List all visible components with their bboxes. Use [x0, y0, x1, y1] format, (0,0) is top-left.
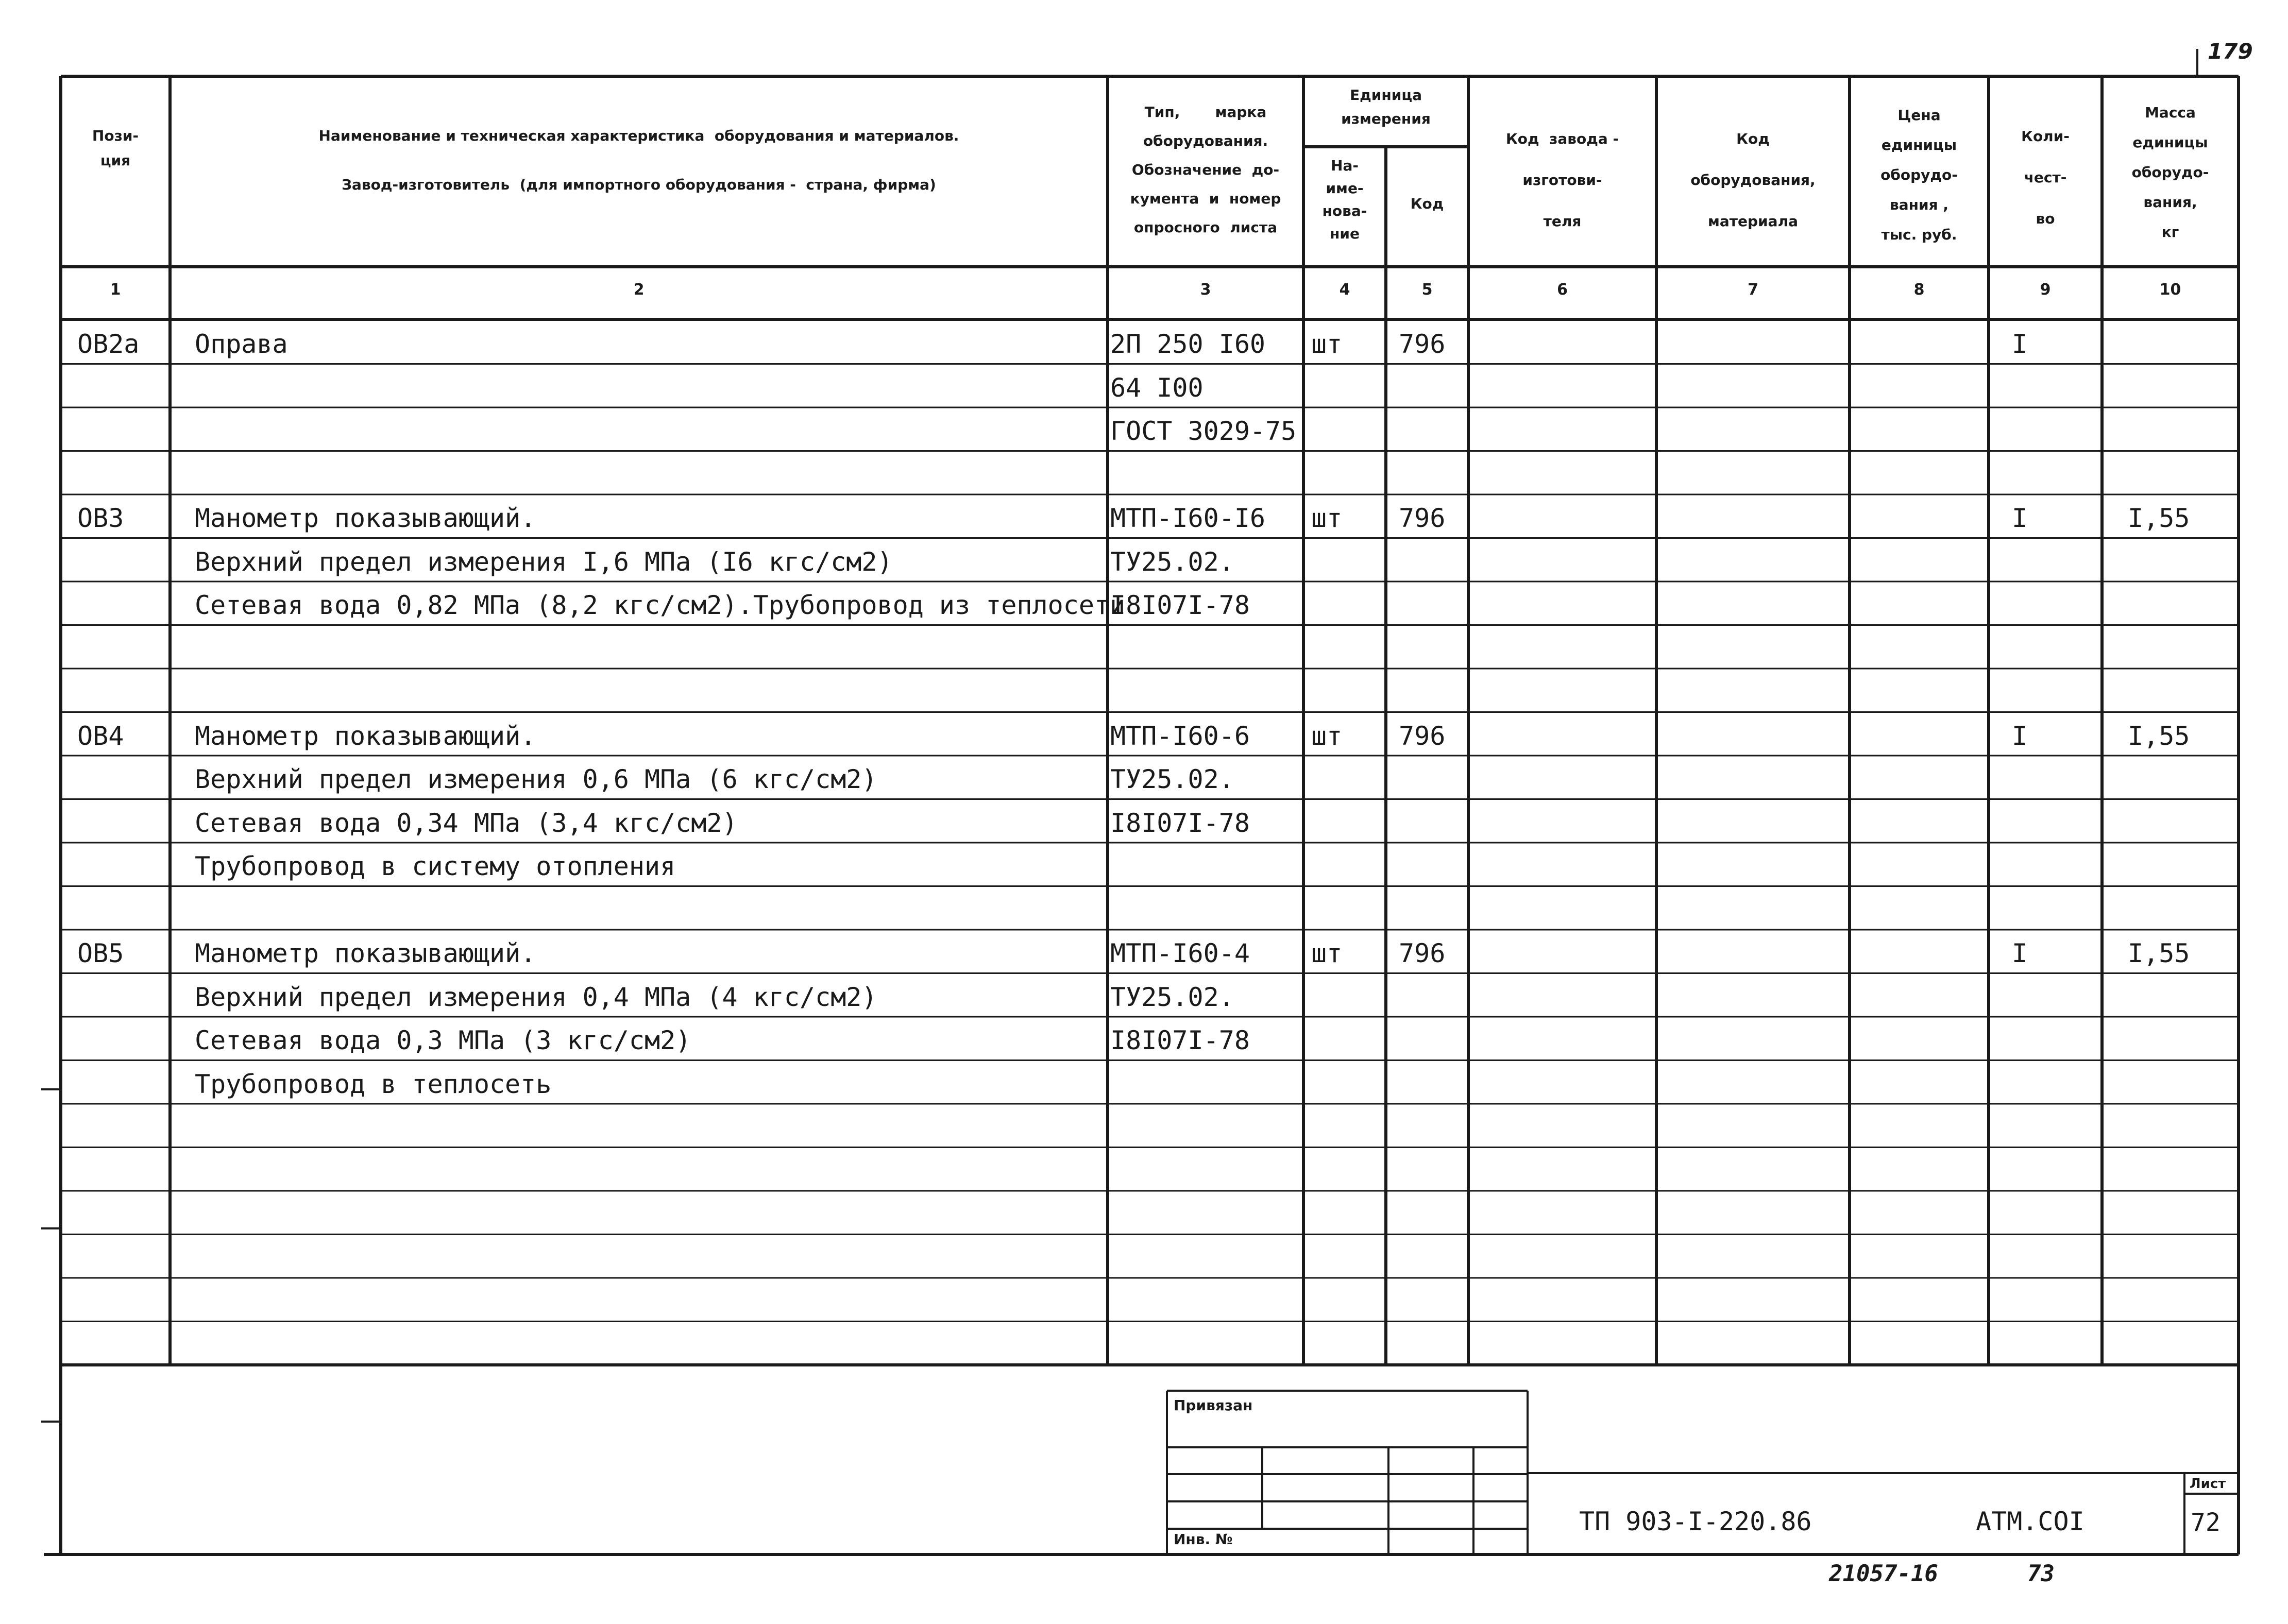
header-unit-name: На- име- нова- ние: [1322, 157, 1367, 242]
sheet-label: Лист: [2190, 1476, 2226, 1492]
cell-name: Манометр показывающий.: [195, 938, 536, 968]
header-unit-code: Код: [1410, 195, 1444, 212]
cell-quantity: I: [2012, 329, 2028, 359]
cell-type: I8I07I-78: [1110, 590, 1250, 620]
col-number-1: 1: [110, 281, 121, 299]
cell-type: МТП-I60-6: [1110, 721, 1250, 751]
corner-page-number: 179: [2208, 39, 2253, 64]
cell-unit-code: 796: [1399, 938, 1446, 968]
cell-mass: I,55: [2128, 721, 2190, 751]
cell-type: ГОСТ 3029-75: [1110, 416, 1297, 446]
cell-type: МТП-I60-I6: [1110, 503, 1266, 533]
document-code: ТП 903-I-220.86: [1579, 1507, 1812, 1536]
col-number-9: 9: [2040, 281, 2051, 299]
cell-quantity: I: [2012, 938, 2028, 968]
col-number-3: 3: [1200, 281, 1211, 299]
header-factory-code: Код завода - изготови- теля: [1505, 130, 1619, 230]
header-position: Пози- ция: [92, 127, 139, 169]
cell-name: Верхний предел измерения 0,4 МПа (4 кгс/см2): [195, 982, 877, 1012]
cell-type: 64 I00: [1110, 372, 1204, 403]
cell-mass: I,55: [2128, 938, 2190, 968]
cell-name: Трубопровод в систему отопления: [195, 851, 676, 881]
cell-type: ТУ25.02.: [1110, 982, 1234, 1012]
header-type: Тип, марка оборудования. Обозначение до- кумента и номер опросного листа: [1130, 104, 1281, 236]
cell-name: Сетевая вода 0,34 МПа (3,4 кгс/см2): [195, 808, 738, 838]
cell-name: Сетевая вода 0,82 МПа (8,2 кгс/см2).Трубопровод из теплосети: [195, 590, 1126, 620]
header-equipment-code: Код оборудования, материала: [1690, 130, 1816, 230]
cell-type: I8I07I-78: [1110, 808, 1250, 838]
cell-unit-code: 796: [1399, 721, 1446, 751]
cell-position: ОВ4: [77, 721, 124, 751]
cell-unit: шт: [1311, 721, 1343, 751]
cell-unit: шт: [1311, 503, 1343, 533]
cell-unit: шт: [1311, 329, 1343, 359]
cell-name: Манометр показывающий.: [195, 721, 536, 751]
col-number-5: 5: [1421, 281, 1433, 299]
col-number-8: 8: [1913, 281, 1925, 299]
inventory-number-label: Инв. №: [1174, 1531, 1233, 1548]
header-unit: Единица измерения: [1341, 87, 1431, 127]
document-mark: АТМ.СОI: [1976, 1507, 2084, 1536]
cell-name: Оправа: [195, 329, 288, 359]
cell-type: I8I07I-78: [1110, 1025, 1250, 1055]
header-name-line2: Завод-изготовитель (для импортного оборудования - страна, фирма): [342, 176, 936, 193]
cell-mass: I,55: [2128, 503, 2190, 533]
cell-unit-code: 796: [1399, 329, 1446, 359]
cell-name: Трубопровод в теплосеть: [195, 1069, 552, 1099]
header-price: Цена единицы оборудо- вания , тыс. руб.: [1880, 107, 1958, 243]
cell-type: 2П 250 I60: [1110, 329, 1266, 359]
cell-name: Верхний предел измерения 0,6 МПа (6 кгс/см2): [195, 764, 877, 794]
archive-stamp: 21057-16: [1829, 1561, 1938, 1587]
sheet-number: 72: [2191, 1508, 2221, 1537]
header-name-line1: Наименование и техническая характеристика оборудования и материалов.: [318, 127, 959, 144]
cell-type: ТУ25.02.: [1110, 764, 1234, 794]
header-mass: Масса единицы оборудо- вания, кг: [2131, 104, 2209, 241]
cell-name: Верхний предел измерения I,6 МПа (I6 кгс/см2): [195, 546, 893, 577]
col-number-2: 2: [633, 281, 645, 299]
header-quantity: Коли- чест- во: [2021, 128, 2070, 227]
cell-type: ТУ25.02.: [1110, 546, 1234, 577]
cell-quantity: I: [2012, 503, 2028, 533]
cell-position: ОВ5: [77, 938, 124, 968]
cell-position: ОВ2а: [77, 329, 140, 359]
col-number-10: 10: [2159, 281, 2181, 299]
cell-position: ОВ3: [77, 503, 124, 533]
cell-unit-code: 796: [1399, 503, 1446, 533]
col-number-4: 4: [1339, 281, 1350, 299]
cell-name: Манометр показывающий.: [195, 503, 536, 533]
cell-type: МТП-I60-4: [1110, 938, 1250, 968]
bottom-page-number: 73: [2027, 1561, 2055, 1587]
cell-unit: шт: [1311, 938, 1343, 968]
privyazan-label: Привязан: [1174, 1397, 1253, 1414]
cell-quantity: I: [2012, 721, 2028, 751]
cell-name: Сетевая вода 0,3 МПа (3 кгс/см2): [195, 1025, 691, 1055]
col-number-7: 7: [1748, 281, 1758, 299]
col-number-6: 6: [1557, 281, 1568, 299]
